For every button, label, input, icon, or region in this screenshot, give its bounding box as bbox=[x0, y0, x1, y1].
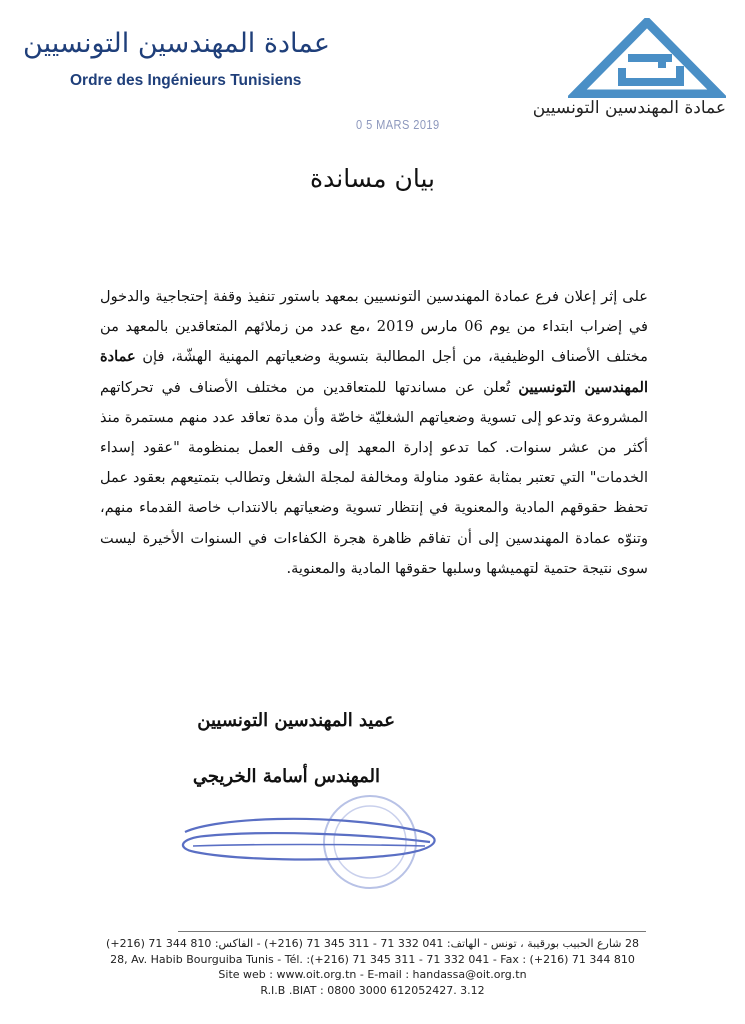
french-org-name: Ordre des Ingénieurs Tunisiens bbox=[70, 72, 302, 89]
signature-stamp-icon bbox=[175, 790, 455, 900]
footer bbox=[0, 936, 745, 998]
oit-logo-icon bbox=[568, 18, 726, 98]
footer-divider bbox=[178, 931, 646, 932]
footer-contact: Site web : www.oit.org.tn - E-mail : handassa@oit.org.tn bbox=[218, 968, 527, 981]
footer-address-arabic: 28 شارع الحبيب بورقيبة ، تونس - الهاتف: 041 332 71 - 311 345 71 (216+) - الفاكس: 810 344 71 (216+) bbox=[106, 937, 639, 950]
letterhead-left bbox=[23, 28, 330, 90]
footer-bank-rib: R.I.B .BIAT : 0800 3000 612052427. 3.12 bbox=[260, 983, 485, 997]
logo-caption: عمادة المهندسين التونسيين bbox=[532, 98, 726, 118]
footer-address-french: 28, Av. Habib Bourguiba Tunis - Tél. :(+216) 71 345 311 - 71 332 041 - Fax : (+216) 71 344 810 bbox=[110, 952, 635, 966]
arabic-org-name: عمادة المهندسين التونسيين bbox=[23, 28, 330, 59]
signatory-name: المهندس أسامة الخريجي bbox=[192, 766, 380, 787]
date-stamp: 0 5 MARS 2019 bbox=[356, 117, 440, 132]
document-body bbox=[100, 282, 648, 584]
signatory-title: عميد المهندسين التونسيين bbox=[197, 710, 395, 731]
body-text-part-1: على إثر إعلان فرع عمادة المهندسين التونسيين بمعهد باستور تنفيذ وقفة إحتجاجية والدخول في إضراب ابتداء من يوم 06 مارس 2019 ،مع عدد من زملائهم المتعاقدين بالمعهد من مختلف الأصناف الوظيفية، من أجل المطالبة بتسوية وضعياتهم المهنية الهشّة، فإن bbox=[100, 288, 649, 366]
body-text-part-2: تُعلن عن مساندتها للمتعاقدين من مختلف الأصناف في تحركاتهم المشروعة وتدعو إلى تسوية وضعياتهم الشغليّة خاصّة وأن مدة تعاقد عدد منهم مستمرة منذ أكثر من عشر سنوات. كما تدعو إدارة المعهد إلى وقف العمل بمنظومة "عقود إسداء الخدمات" التي تعتبر بمثابة عقود مناولة ومخالفة لمجلة الشغل وتطالب بتمتيعهم بعقود عمل تحفظ حقوقهم المادية والمعنوية في إنتظار تسوية وضعياتهم بالانتداب خاصة القدماء منهم، وتنوّه عمادة المهندسين إلى أن تفاقم ظاهرة هجرة الكفاءات في السنوات الأخيرة ليست سوى نتيجة حتمية لتهميشها وسلبها حقوقها المادية والمعنوية. bbox=[100, 378, 648, 577]
body-bold-org-name: عمادة المهندسين التونسيين bbox=[100, 348, 649, 396]
body-paragraph bbox=[100, 282, 648, 584]
document-title: بيان مساندة bbox=[310, 164, 435, 193]
oit-logo bbox=[532, 18, 726, 130]
